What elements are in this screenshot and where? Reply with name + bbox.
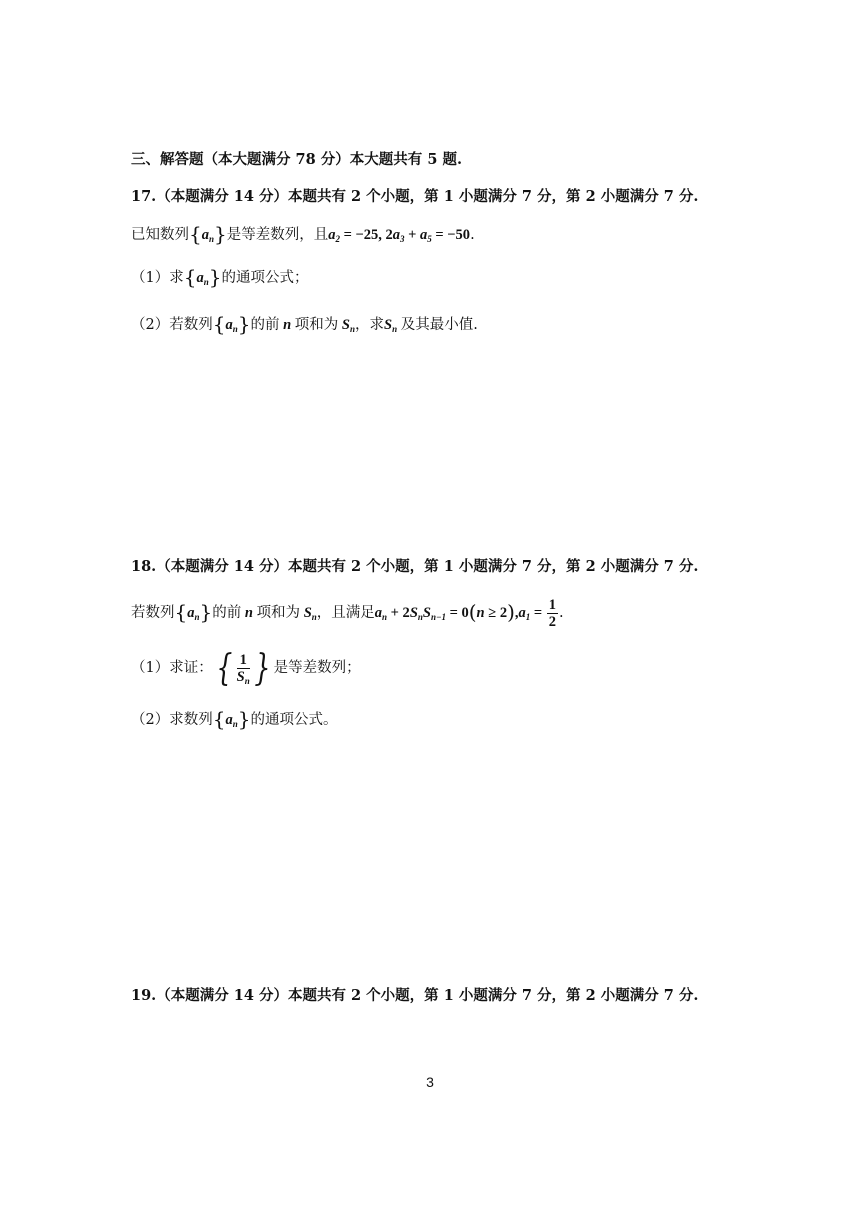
q18-stem-c: ，且满足 xyxy=(316,604,375,621)
reciprocal-sn-math: { $\frac{1}{S_n}$ } xyxy=(216,647,271,689)
seq-an-math: $\{a_n\}$ xyxy=(183,265,222,289)
q18-part2 xyxy=(131,709,337,730)
q17-stem-prefix: 已知数列 xyxy=(131,227,189,243)
q17-part2-num: （2）若数列 xyxy=(131,317,213,333)
q17-stem xyxy=(131,224,475,245)
q18-stem-a: 的前 xyxy=(212,604,242,621)
q17-part2-a: 的前 xyxy=(250,317,280,333)
q18-part1 xyxy=(131,647,361,689)
q18-header: 18.（本题满分 14 分）本题共有 2 个小题，第 1 小题满分 7 分，第 2 小题满分 7 分. xyxy=(131,558,699,575)
q17-part1-num: （1）求 xyxy=(131,270,184,286)
q18-part1-text: 是等差数列； xyxy=(273,659,361,676)
n-math: n xyxy=(241,604,257,621)
q17-stem-end: . xyxy=(470,227,475,243)
q18-stem-prefix: 若数列 xyxy=(131,604,175,621)
q17-part1-text: 的通项公式； xyxy=(221,270,309,286)
q17-condition-math: $a_2 = -25$, $2a_3 + a_5 = -50$ xyxy=(328,227,471,244)
q17-header: 17.（本题满分 14 分）本题共有 2 个小题，第 1 小题满分 7 分，第 2 小题满分 7 分. xyxy=(131,188,699,205)
seq-an-math: $\{a_n\}$ xyxy=(189,222,227,246)
q18-condition-math: $a_n + 2S_nS_{n-1} = 0(n \ge 2),a_1$ = $\frac{1}{2}$ xyxy=(374,597,557,630)
q19-header: 19.（本题满分 14 分）本题共有 2 个小题，第 1 小题满分 7 分，第 2 小题满分 7 分. xyxy=(131,987,699,1004)
q17-part2-d: 及其最小值. xyxy=(400,317,478,333)
q17-stem-mid: 是等差数列，且 xyxy=(226,227,329,243)
q17-part2-b: 项和为 xyxy=(294,317,339,333)
seq-an-math: $\{a_n\}$ xyxy=(212,312,251,336)
sn-math: $S_n$ xyxy=(300,604,317,622)
seq-an-math: $\{a_n\}$ xyxy=(212,707,251,731)
section-heading: 三、解答题（本大题满分 78 分）本大题共有 5 题. xyxy=(131,151,463,168)
n-math: n xyxy=(279,317,295,333)
q18-stem-b: 项和为 xyxy=(256,604,301,621)
half-fraction: $\frac{1}{2}$ xyxy=(548,597,557,630)
q18-stem xyxy=(131,597,564,630)
q17-part2 xyxy=(131,314,478,335)
q18-part2-num: （2）求数列 xyxy=(131,712,213,728)
sn-math: $S_n$ xyxy=(338,317,356,334)
seq-an-math: $\{a_n\}$ xyxy=(174,599,213,624)
page-number: 3 xyxy=(426,1074,434,1090)
q17-part1 xyxy=(131,267,308,288)
q18-part2-text: 的通项公式。 xyxy=(250,712,338,728)
q18-part1-num: （1）求证： xyxy=(131,659,213,676)
q18-stem-end: . xyxy=(559,604,564,621)
sn-math: $S_n$ xyxy=(384,317,398,334)
q17-part2-c: ，求 xyxy=(355,317,385,333)
